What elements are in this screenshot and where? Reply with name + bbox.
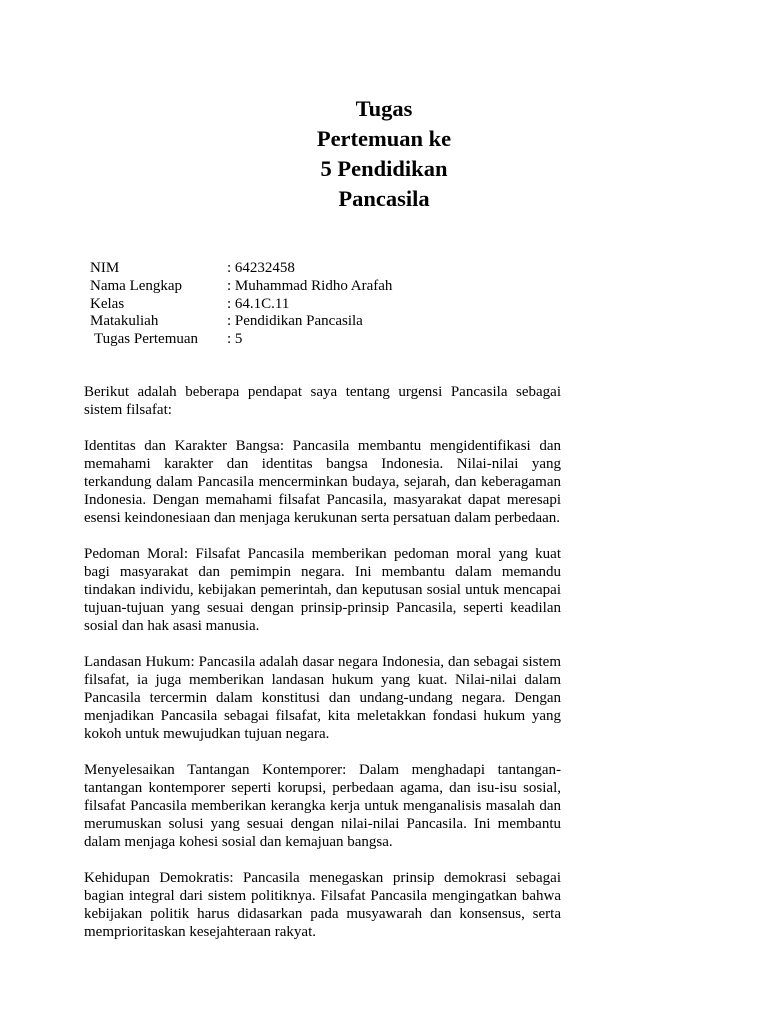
info-row-tugas-pertemuan — [90, 331, 392, 349]
paragraph-landasan-hukum: Landasan Hukum: Pancasila adalah dasar negara Indonesia, dan sebagai sistem filsafat, ia juga memberikan landasan hukum yang kuat. Nilai-nilai dalam Pancasila tercermin dalam konstitusi dan undang-undang negara. Dengan menjadikan Pancasila sebagai filsafat, kita meletakkan fondasi hukum yang kokoh untuk mewujudkan tujuan negara. — [84, 654, 561, 742]
title-line: Pertemuan ke — [316, 126, 452, 151]
title-line: Pancasila — [338, 186, 430, 211]
info-row-kelas — [90, 296, 392, 314]
info-label: NIM — [90, 260, 120, 276]
info-label: Kelas — [90, 295, 125, 312]
student-info-table — [90, 260, 392, 349]
info-value: : Muhammad Ridho Arafah — [227, 277, 393, 294]
document-body — [84, 383, 561, 959]
info-row-matakuliah — [90, 313, 392, 331]
info-label: Matakuliah — [90, 313, 159, 330]
document-title — [0, 94, 768, 214]
paragraph-pedoman-moral: Pedoman Moral: Filsafat Pancasila memberikan pedoman moral yang kuat bagi masyarakat dan pemimpin negara. Ini membantu dalam memandu tindakan individu, kebijakan pemerintah, dan keputusan sosial untuk mencapai tujuan-tujuan yang sesuai dengan prinsip-prinsip Pancasila, seperti keadilan sosial dan hak asasi manusia. — [84, 546, 561, 634]
title-line: Tugas — [355, 96, 413, 121]
info-label: Nama Lengkap — [90, 277, 183, 294]
info-label: Tugas Pertemuan — [94, 331, 199, 348]
info-row-nama-lengkap — [90, 278, 392, 296]
info-row-nim — [90, 260, 392, 278]
paragraph-kehidupan-demokratis: Kehidupan Demokratis: Pancasila menegaskan prinsip demokrasi sebagai bagian integral dari sistem politiknya. Filsafat Pancasila mengingatkan bahwa kebijakan politik harus didasarkan pada musyawarah dan konsensus, serta memprioritaskan kesejahteraan rakyat. — [84, 870, 561, 940]
info-value: : Pendidikan Pancasila — [227, 313, 363, 330]
info-value: : 5 — [227, 331, 243, 348]
info-value: : 64.1C.11 — [227, 295, 290, 312]
paragraph-identitas: Identitas dan Karakter Bangsa: Pancasila membantu mengidentifikasi dan memahami karakter dan identitas bangsa Indonesia. Nilai-nilai yang terkandung dalam Pancasila mencerminkan budaya, sejarah, dan keberagaman Indonesia. Dengan memahami filsafat Pancasila, masyarakat dapat meresapi esensi keindonesiaan dan menjaga kerukunan serta persatuan dalam perbedaan. — [84, 438, 561, 526]
intro-paragraph: Berikut adalah beberapa pendapat saya tentang urgensi Pancasila sebagai sistem filsafat: — [84, 384, 561, 418]
info-value: : 64232458 — [227, 260, 295, 276]
paragraph-tantangan-kontemporer: Menyelesaikan Tantangan Kontemporer: Dalam menghadapi tantangan-tantangan kontemporer seperti korupsi, perbedaan agama, dan isu-isu sosial, filsafat Pancasila memberikan kerangka kerja untuk menganalisis masalah dan merumuskan solusi yang sesuai dengan nilai-nilai Pancasila. Ini membantu dalam menjaga kohesi sosial dan kemajuan bangsa. — [84, 762, 561, 850]
title-line: 5 Pendidikan — [320, 156, 448, 181]
